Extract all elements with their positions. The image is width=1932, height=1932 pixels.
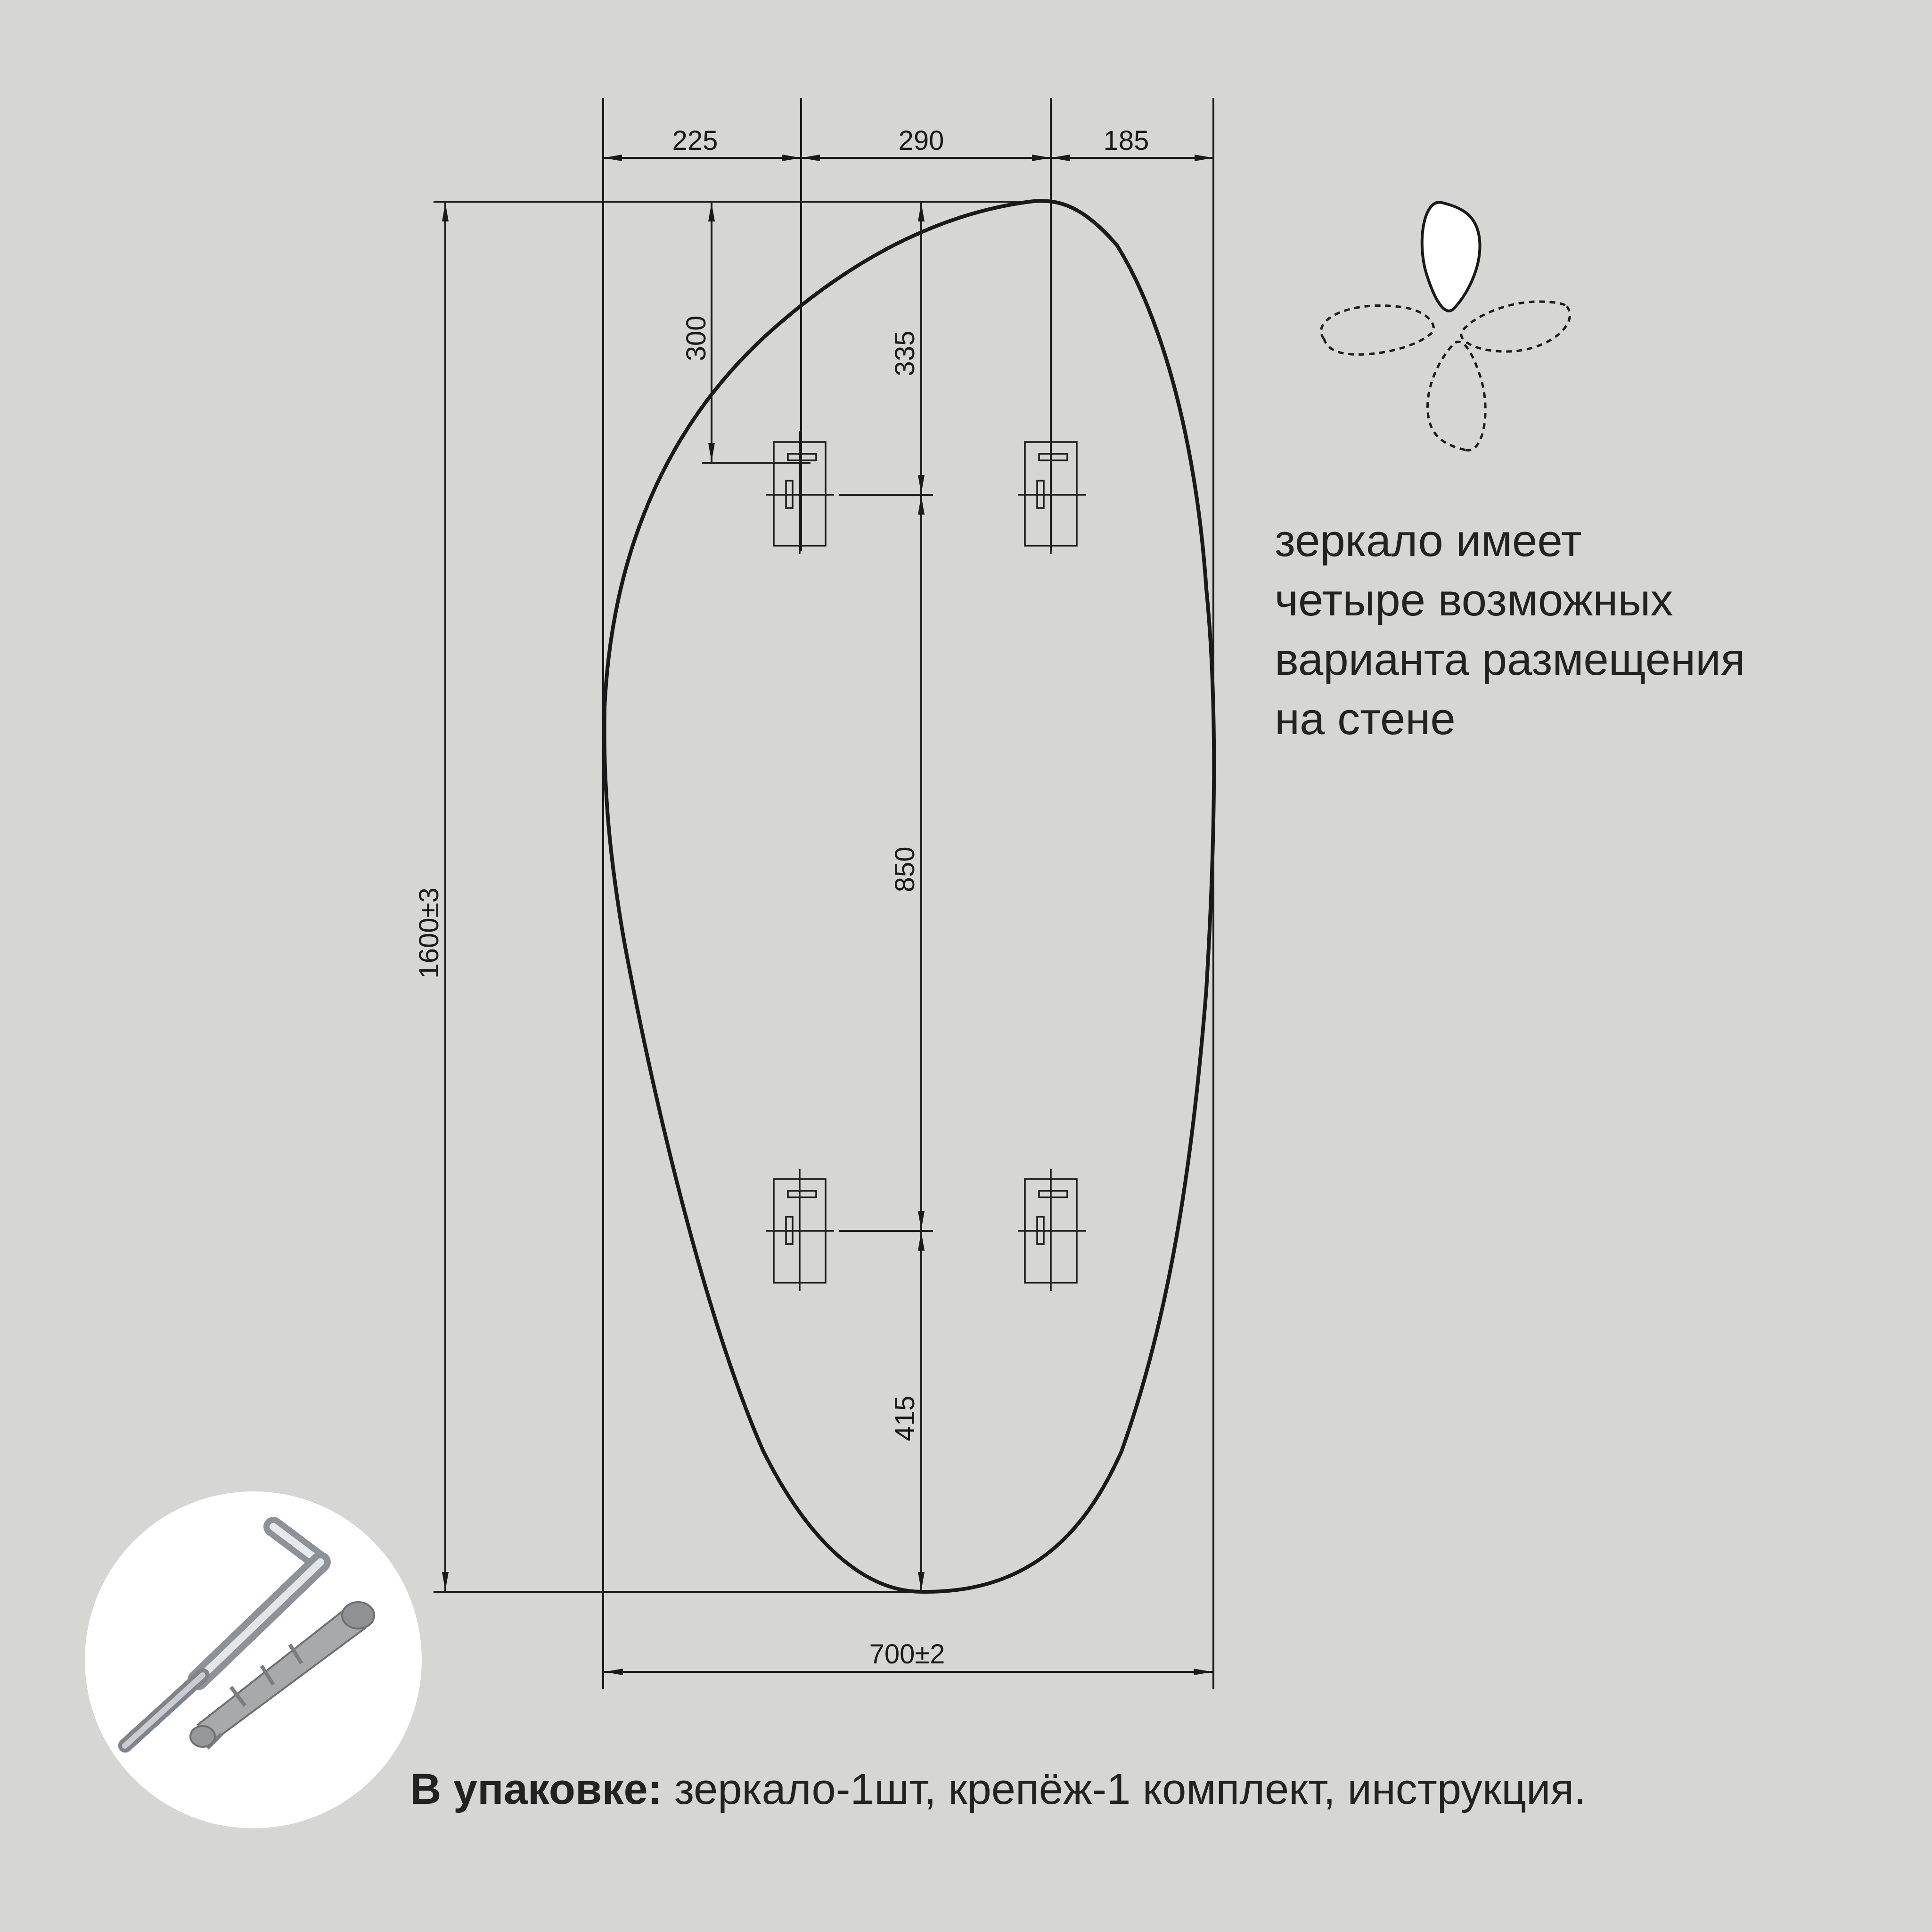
bracket-top-right xyxy=(1018,431,1086,554)
package-contents xyxy=(410,1765,1586,1814)
mirror-orientation-icon xyxy=(1321,202,1570,450)
dim-700: 700±2 xyxy=(869,1639,945,1670)
bracket-bottom-left xyxy=(766,1169,834,1291)
dim-290: 290 xyxy=(898,125,944,156)
dim-850: 850 xyxy=(890,846,920,892)
dim-415: 415 xyxy=(890,1395,920,1441)
dim-300: 300 xyxy=(681,315,712,361)
extension-lines xyxy=(434,98,1213,1689)
dimension-lines xyxy=(445,158,1213,1672)
package-text: зеркало-1шт, крепёж-1 комплект, инструкция. xyxy=(662,1765,1586,1813)
dim-1600: 1600±3 xyxy=(414,887,444,979)
mirror-outline xyxy=(604,201,1214,1592)
package-label: В упаковке: xyxy=(410,1765,663,1813)
caption-line-3: варианта размещения xyxy=(1275,634,1745,685)
placement-caption xyxy=(1275,511,1745,749)
bracket-bottom-right xyxy=(1018,1169,1086,1291)
dim-335: 335 xyxy=(890,330,920,377)
dim-225: 225 xyxy=(672,125,718,156)
caption-line-4: на стене xyxy=(1275,694,1456,744)
bracket-top-left xyxy=(766,431,834,554)
dim-185: 185 xyxy=(1103,125,1149,156)
caption-line-1: зеркало имеет xyxy=(1275,516,1582,566)
brackets xyxy=(766,431,1086,1291)
wall-plug-icon xyxy=(190,1602,374,1748)
caption-line-2: четыре возможных xyxy=(1275,575,1673,625)
